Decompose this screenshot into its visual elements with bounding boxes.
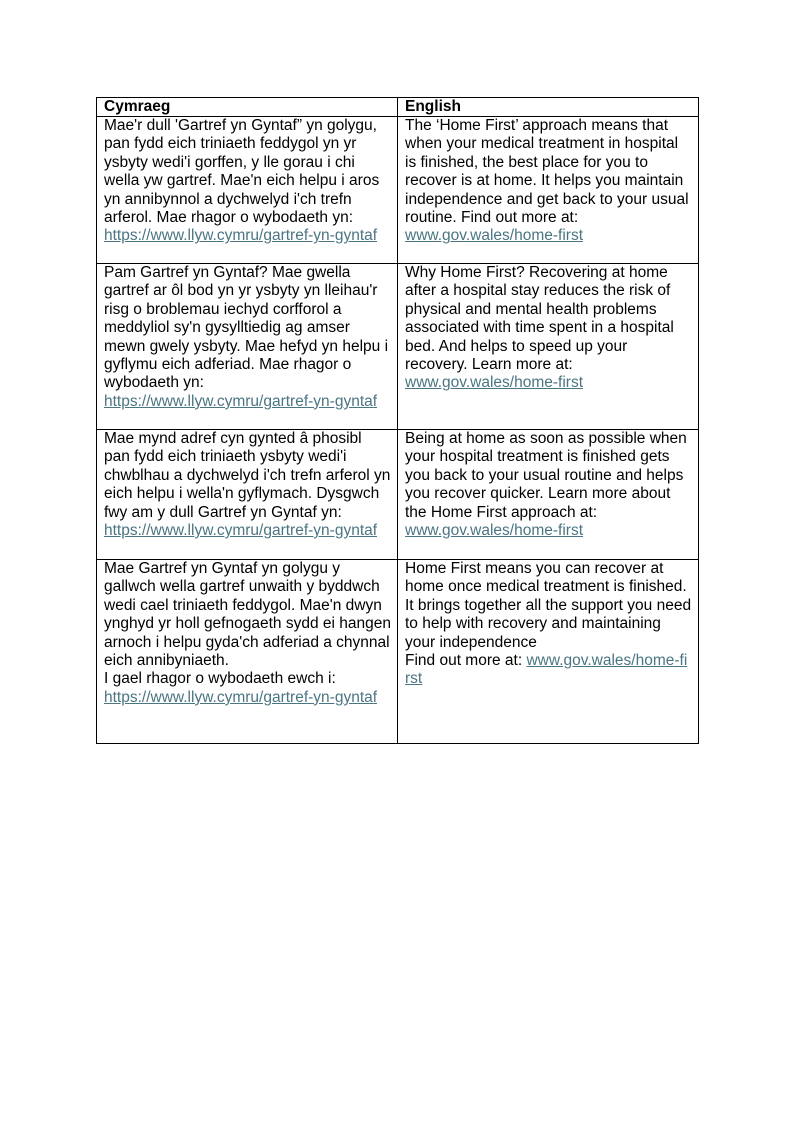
english-cell xyxy=(398,560,699,744)
welsh-text: Mae'r dull 'Gartref yn Gyntaf” yn golygu, pan fydd eich triniaeth feddygol yn yr ysbyty wedi'i gorffen, y lle gorau i chi wella yw gartref. Mae'n eich helpu i aros yn annibynnol a dychwelyd i'ch trefn arferol. Mae rhagor o wybodaeth yn: xyxy=(104,117,380,227)
english-cell xyxy=(398,117,699,264)
table-row xyxy=(97,117,699,264)
english-cell xyxy=(398,264,699,430)
bilingual-table xyxy=(96,97,699,744)
english-text: Being at home as soon as possible when your hospital treatment is finished gets you back to your usual routine and helps you recover quicker. Learn more about the Home First approach at: xyxy=(405,430,687,521)
welsh-link[interactable]: https://www.llyw.cymru/gartref-yn-gyntaf xyxy=(104,227,378,245)
column-header-english: English xyxy=(398,98,699,117)
table-row xyxy=(97,264,699,430)
welsh-cell xyxy=(97,560,398,744)
english-text: Why Home First? Recovering at home after a hospital stay reduces the risk of physical and mental health problems associated with time spent in a hospital bed. And helps to speed up your recovery. Learn more at: xyxy=(405,264,674,374)
welsh-link[interactable]: https://www.llyw.cymru/gartref-yn-gyntaf xyxy=(104,522,378,540)
welsh-cell xyxy=(97,117,398,264)
welsh-cell xyxy=(97,430,398,560)
welsh-text-more-info: I gael rhagor o wybodaeth ewch i: xyxy=(104,670,336,688)
english-link[interactable]: www.gov.wales/home-first xyxy=(405,522,584,540)
welsh-text: Mae mynd adref cyn gynted â phosibl pan fydd eich triniaeth ysbyty wedi'i chwblhau a dychwelyd i'ch trefn arferol yn eich helpu i wella'n gyflymach. Dysgwch fwy am y dull Gartref yn Gyntaf yn: xyxy=(104,430,391,521)
welsh-text: Mae Gartref yn Gyntaf yn golygu y gallwch wella gartref unwaith y byddwch wedi cael triniaeth feddygol. Mae'n dwyn ynghyd yr holl gefnogaeth sydd ei hangen arnoch i helpu gyda'ch adferiad a chynnal eich annibyniaeth. xyxy=(104,560,391,670)
table-row xyxy=(97,560,699,744)
english-link[interactable]: www.gov.wales/home-first xyxy=(405,374,584,392)
welsh-text: Pam Gartref yn Gyntaf? Mae gwella gartref ar ôl bod yn yr ysbyty yn lleihau'r risg o broblemau iechyd corfforol a meddyliol sy'n gysylltiedig ag amser mewn gwely ysbyty. Mae hefyd yn helpu i gyflymu eich adferiad. Mae rhagor o wybodaeth yn: xyxy=(104,264,389,392)
english-text: The ‘Home First’ approach means that when your medical treatment in hospital is finished, the best place for you to recover is at home. It helps you maintain independence and get back to your usual routine. Find out more at: xyxy=(405,117,689,227)
english-text: Home First means you can recover at home once medical treatment is finished. It brings together all the support you need to help with recovery and maintaining your independence xyxy=(405,560,692,651)
english-cell xyxy=(398,430,699,560)
english-text-more-info: Find out more at: xyxy=(405,652,523,670)
english-link[interactable]: www.gov.wales/home-first xyxy=(405,652,688,688)
table-header-row xyxy=(97,98,699,117)
column-header-welsh: Cymraeg xyxy=(97,98,398,117)
table-row xyxy=(97,430,699,560)
welsh-cell xyxy=(97,264,398,430)
welsh-link[interactable]: https://www.llyw.cymru/gartref-yn-gyntaf xyxy=(104,688,378,706)
welsh-link[interactable]: https://www.llyw.cymru/gartref-yn-gyntaf xyxy=(104,392,378,410)
english-link[interactable]: www.gov.wales/home-first xyxy=(405,227,584,245)
